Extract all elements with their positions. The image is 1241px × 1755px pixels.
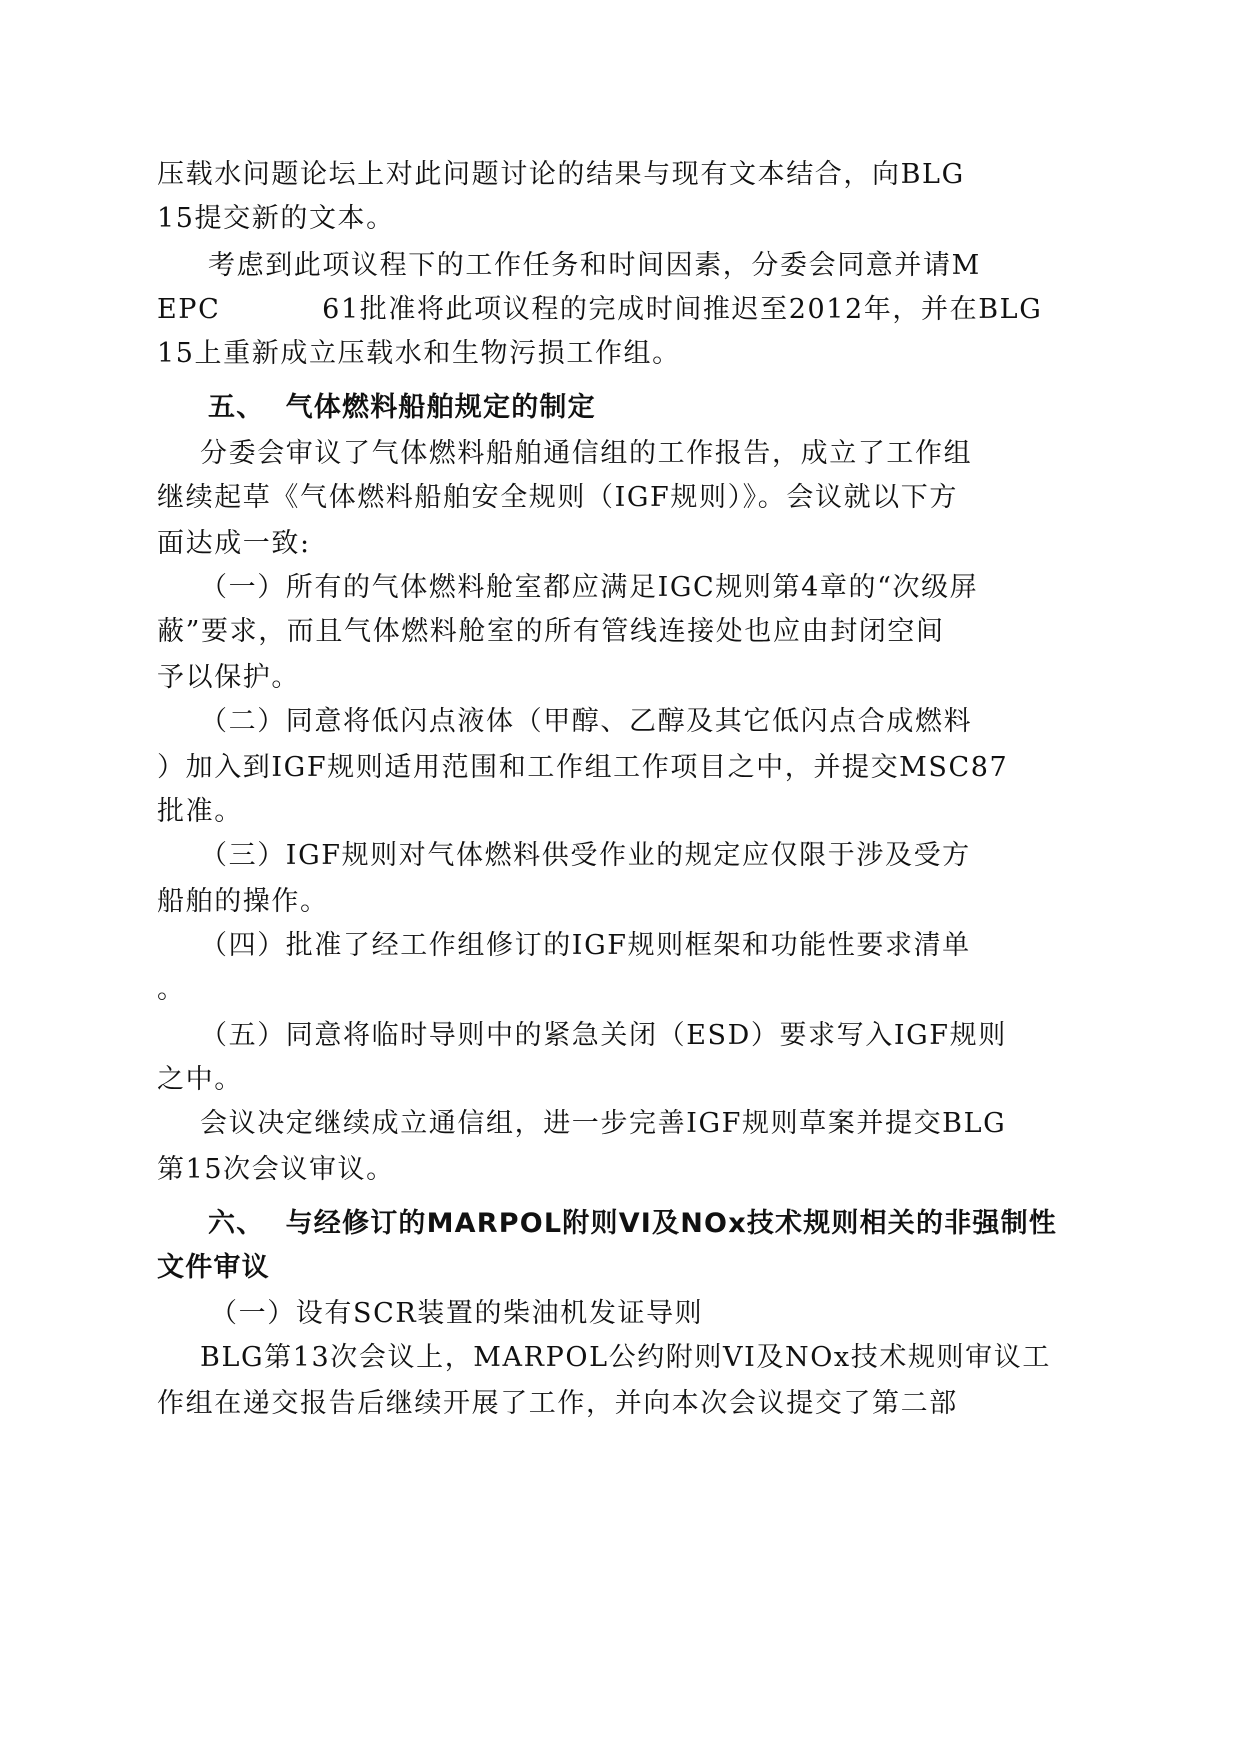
text-line: （四）批准了经工作组修订的IGF规则框架和功能性要求清单	[200, 930, 971, 961]
text-line: 予以保护。	[157, 662, 300, 693]
section-heading-five: 五、 气体燃料船舶规定的制定	[208, 392, 596, 423]
text-line: EPC 61批准将此项议程的完成时间推迟至2012年，并在BLG	[157, 294, 1043, 325]
text-line: 批准。	[157, 796, 243, 827]
text-line: 15提交新的文本。	[157, 203, 395, 234]
text-line: （二）同意将低闪点液体（甲醇、乙醇及其它低闪点合成燃料	[200, 706, 973, 737]
text-line: 继续起草《气体燃料船舶安全规则（IGF规则）》。会议就以下方	[157, 482, 958, 513]
section-heading-six-continued: 文件审议	[157, 1252, 270, 1283]
section-heading-six: 六、 与经修订的MARPOL附则VI及NOx技术规则相关的非强制性	[208, 1208, 1058, 1239]
text-line: 考虑到此项议程下的工作任务和时间因素，分委会同意并请M	[208, 250, 981, 281]
subsection-heading: （一）设有SCR装置的柴油机发证导则	[210, 1298, 704, 1329]
text-line: ）加入到IGF规则适用范围和工作组工作项目之中，并提交MSC87	[157, 752, 1009, 783]
text-line: 。	[157, 974, 186, 1005]
text-line: 面达成一致:	[157, 528, 311, 559]
text-line: BLG第13次会议上，MARPOL公约附则VI及NOx技术规则审议工	[200, 1342, 1051, 1373]
text-line: （一）所有的气体燃料舱室都应满足IGC规则第4章的“次级屏	[200, 572, 979, 603]
text-line: 分委会审议了气体燃料船舶通信组的工作报告，成立了工作组	[200, 438, 973, 469]
text-line: 作组在递交报告后继续开展了工作，并向本次会议提交了第二部	[157, 1388, 958, 1419]
text-line: 第15次会议审议。	[157, 1154, 395, 1185]
text-line: 压载水问题论坛上对此问题讨论的结果与现有文本结合，向BLG	[157, 159, 965, 190]
text-line: （三）IGF规则对气体燃料供受作业的规定应仅限于涉及受方	[200, 840, 971, 871]
text-line: （五）同意将临时导则中的紧急关闭（ESD）要求写入IGF规则	[200, 1020, 1007, 1051]
text-line: 船舶的操作。	[157, 886, 329, 917]
text-line: 15上重新成立压载水和生物污损工作组。	[157, 338, 681, 369]
text-line: 蔽”要求，而且气体燃料舱室的所有管线连接处也应由封闭空间	[157, 616, 945, 647]
text-line: 之中。	[157, 1064, 243, 1095]
text-line: 会议决定继续成立通信组，进一步完善IGF规则草案并提交BLG	[200, 1108, 1007, 1139]
